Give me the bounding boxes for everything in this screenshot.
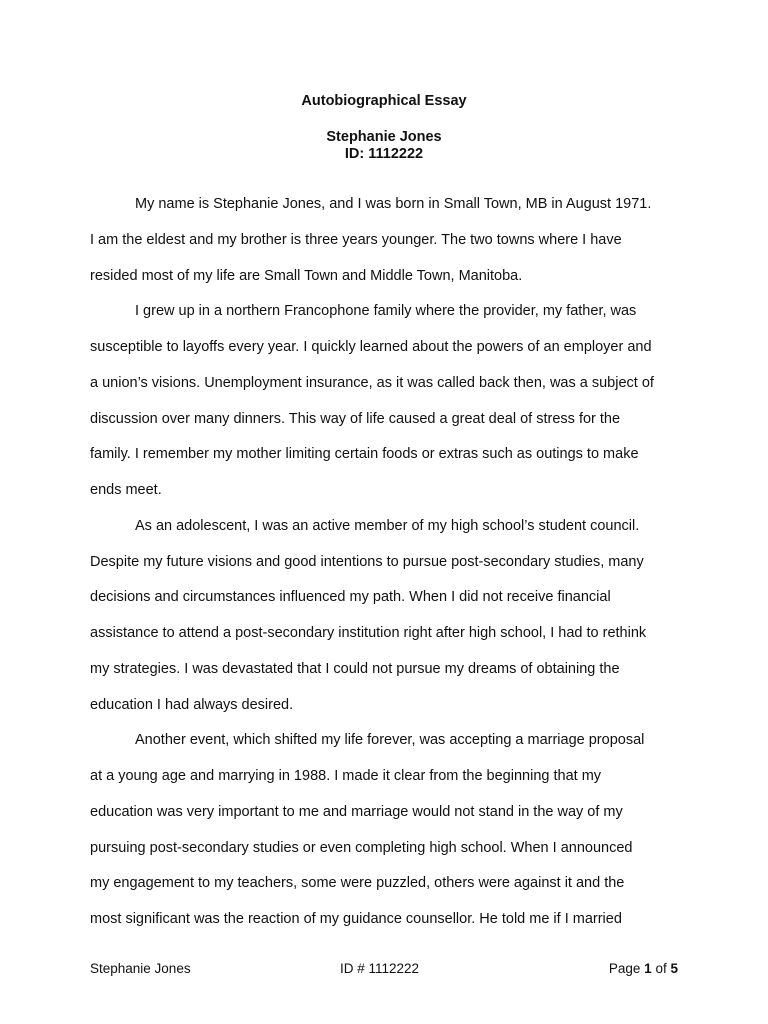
paragraph-line: at a young age and marrying in 1988. I made it clear from the beginning that my (90, 768, 602, 784)
paragraph-line: my strategies. I was devastated that I could not pursue my dreams of obtaining the (90, 660, 620, 677)
paragraph-line: family. I remember my mother limiting certain foods or extras such as outings to make (90, 446, 639, 463)
paragraph-line: decisions and circumstances influenced my path. When I did not receive financial (90, 589, 611, 606)
footer-page-current: 1 (644, 961, 652, 976)
paragraph-first-line: My name is Stephanie Jones, and I was born in Small Town, MB in August 1971. (135, 196, 652, 212)
paragraph-line: education was very important to me and marriage would not stand in the way of my (90, 803, 623, 820)
paragraph-line: I am the eldest and my brother is three years younger. The two towns where I have (90, 231, 622, 248)
footer-page-separator: of (655, 961, 667, 976)
footer-page-total: 5 (670, 961, 678, 976)
footer-author: Stephanie Jones (90, 961, 191, 976)
page-footer (0, 961, 768, 979)
paragraph-line: my engagement to my teachers, some were puzzled, others were against it and the (90, 875, 625, 892)
paragraph-line: pursuing post-secondary studies or even completing high school. When I announced (90, 839, 633, 856)
paragraph-line: assistance to attend a post-secondary institution right after high school, I had to rethink (90, 625, 647, 641)
document-student-id: ID: 1112222 (344, 146, 424, 162)
footer-id: ID # 1112222 (340, 961, 420, 976)
paragraph-line: ends meet. (90, 482, 162, 498)
paragraph-first-line: As an adolescent, I was an active member of my high school’s student council. (135, 517, 640, 534)
paragraph-line: a union’s visions. Unemployment insurance, as it was called back then, was a subject of (90, 374, 654, 391)
paragraph-line: discussion over many dinners. This way of life caused a great deal of stress for the (90, 410, 621, 427)
paragraph-line: education I had always desired. (90, 696, 294, 713)
document-title: Autobiographical Essay (301, 93, 467, 109)
paragraph-first-line: I grew up in a northern Francophone family where the provider, my father, was (135, 303, 637, 320)
paragraph-line: susceptible to layoffs every year. I quickly learned about the powers of an employer and (90, 339, 652, 355)
footer-page-number (609, 961, 678, 976)
footer-page-prefix: Page (608, 961, 641, 976)
document-author: Stephanie Jones (326, 129, 442, 145)
paragraph-line: most significant was the reaction of my guidance counsellor. He told me if I married (90, 911, 622, 927)
paragraph-first-line: Another event, which shifted my life forever, was accepting a marriage proposal (135, 732, 645, 749)
paragraph-line: resided most of my life are Small Town and Middle Town, Manitoba. (90, 267, 523, 284)
paragraph-line: Despite my future visions and good intentions to pursue post-secondary studies, many (90, 553, 644, 570)
